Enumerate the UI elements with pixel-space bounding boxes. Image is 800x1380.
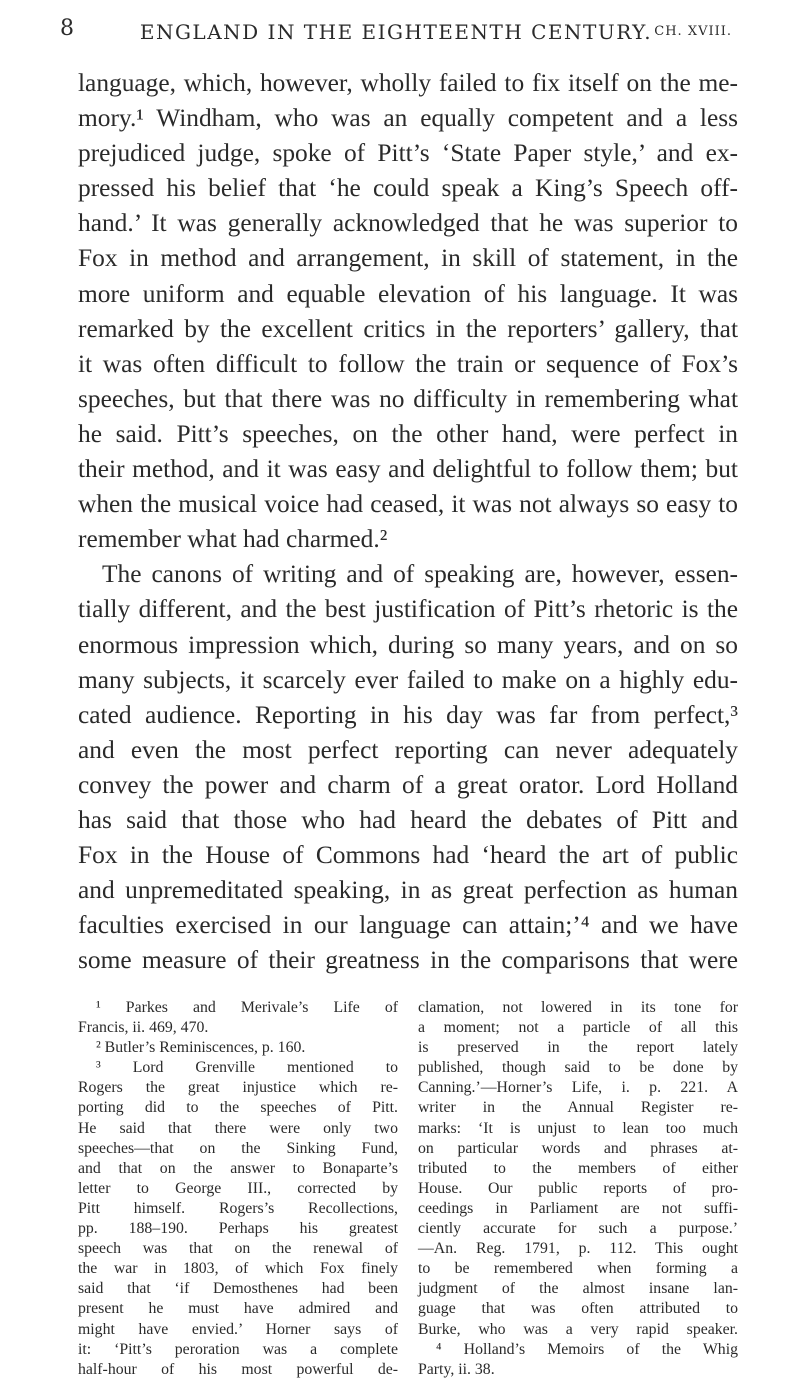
page-header: [60, 14, 732, 50]
footnote-line: clamation, not lowered in its tone for: [418, 999, 738, 1016]
text-line: mory.¹ Windham, who was an equally competent and a less: [78, 104, 738, 133]
footnote-line: pp. 188–190. Perhaps his greatest: [78, 1220, 398, 1238]
footnote-line: marks: ‘It is unjust to lean too much: [418, 1119, 738, 1137]
footnote-line: Pitt himself. Rogers’s Recollections,: [78, 1199, 398, 1217]
text-line: hand.’ It was generally acknowledged that he was superior to: [78, 209, 738, 238]
footnotes: [78, 998, 738, 1380]
text-line: remember what had charmed.²: [78, 525, 388, 554]
footnote-line: —An. Reg. 1791, p. 112. This ought: [418, 1240, 738, 1258]
text-line: Fox in the House of Commons had ‘heard the art of public: [78, 841, 738, 870]
text-line: language, which, however, wholly failed to fix itself on the me-: [78, 69, 738, 97]
text-line: some measure of their greatness in the comparisons that were: [78, 946, 738, 975]
text-line: prejudiced judge, spoke of Pitt’s ‘State Paper style,’ and ex-: [78, 139, 738, 168]
main-text: [78, 66, 738, 978]
text-line: enormous impression which, during so many years, and on so: [78, 630, 738, 659]
footnote-line: ceedings in Parliament are not suffi-: [418, 1199, 738, 1217]
footnote-line: the war in 1803, of which Fox finely: [78, 1260, 398, 1278]
footnote-line: tributed to the members of either: [418, 1159, 738, 1177]
text-line: convey the power and charm of a great orator. Lord Holland: [78, 770, 738, 799]
text-line: more uniform and equable elevation of his language. It was: [78, 279, 738, 308]
footnote-line: to be remembered when forming a: [418, 1260, 738, 1278]
text-line: many subjects, it scarcely ever failed to make on a highly edu-: [78, 665, 738, 694]
text-line: when the musical voice had ceased, it was not always so easy to: [78, 490, 738, 519]
text-line: it was often difficult to follow the train or sequence of Fox’s: [78, 349, 738, 378]
footnote-line: Canning.’—Horner’s Life, i. p. 221. A: [418, 1079, 738, 1097]
text-line: faculties exercised in our language can attain;’⁴ and we have: [78, 911, 738, 940]
text-line: tially different, and the best justification of Pitt’s rhetoric is the: [78, 595, 738, 624]
footnote-line: ciently accurate for such a purpose.’: [418, 1220, 738, 1238]
footnote-line: might have envied.’ Horner says of: [78, 1320, 398, 1338]
running-title: ENGLAND IN THE EIGHTEENTH CENTURY.: [139, 20, 653, 44]
footnote-line: porting did to the speeches of Pitt.: [78, 1099, 398, 1117]
footnotes-right-column: [418, 998, 738, 1380]
footnote-line: ¹ Parkes and Merivale’s Life of: [96, 999, 398, 1016]
footnote-line: a moment; not a particle of all this: [418, 1019, 738, 1037]
footnote-line: Burke, who was a very rapid speaker.: [418, 1320, 738, 1338]
text-line: speeches, but that there was no difficulty in remembering what: [78, 384, 738, 413]
text-line: has said that those who had heard the debates of Pitt and: [78, 805, 738, 834]
footnote-line: half-hour of his most powerful de-: [78, 1360, 398, 1378]
footnote-line: Francis, ii. 469, 470.: [78, 1019, 209, 1037]
footnote-line: ² Butler’s Reminiscences, p. 160.: [96, 1039, 306, 1057]
text-line: remarked by the excellent critics in the reporters’ gallery, that: [78, 314, 738, 343]
footnote-line: House. Our public reports of pro-: [418, 1179, 738, 1197]
text-line: he said. Pitt’s speeches, on the other hand, were perfect in: [78, 419, 738, 448]
footnote-line: ⁴ Holland’s Memoirs of the Whig: [436, 1340, 738, 1358]
text-line: and unpremeditated speaking, in as great perfection as human: [78, 876, 738, 905]
text-line: cated audience. Reporting in his day was far from perfect,³: [78, 700, 738, 729]
chapter-label: CH. XVIII.: [654, 24, 732, 39]
footnote-line: and that on the answer to Bonaparte’s: [78, 1159, 398, 1177]
footnote-line: He said that there were only two: [78, 1119, 398, 1137]
footnote-line: speeches—that on the Sinking Fund,: [78, 1139, 398, 1157]
footnote-line: judgment of the almost insane lan-: [418, 1280, 738, 1298]
footnote-line: Party, ii. 38.: [418, 1360, 495, 1378]
footnote-line: published, though said to be done by: [418, 1059, 738, 1077]
text-line: Fox in method and arrangement, in skill of statement, in the: [78, 244, 738, 273]
text-line: The canons of writing and of speaking are, however, essen-: [102, 560, 738, 589]
footnote-line: letter to George III., corrected by: [78, 1179, 398, 1197]
footnotes-left-column: [78, 998, 398, 1380]
footnote-line: it: ‘Pitt’s peroration was a complete: [78, 1340, 398, 1358]
footnote-line: guage that was often attributed to: [418, 1300, 738, 1318]
footnote-line: said that ‘if Demosthenes had been: [78, 1280, 398, 1298]
footnote-line: Rogers the great injustice which re-: [78, 1079, 398, 1097]
footnote-line: is preserved in the report lately: [418, 1039, 738, 1057]
footnote-line: on particular words and phrases at-: [418, 1139, 738, 1157]
text-line: their method, and it was easy and delightful to follow them; but: [78, 455, 738, 484]
text-line: pressed his belief that ‘he could speak a King’s Speech off-: [78, 174, 738, 203]
page-number: 8: [60, 16, 74, 41]
text-line: and even the most perfect reporting can never adequately: [78, 735, 738, 764]
footnote-line: present he must have admired and: [78, 1300, 398, 1318]
footnote-line: ³ Lord Grenville mentioned to: [96, 1059, 398, 1077]
footnote-line: speech was that on the renewal of: [78, 1240, 398, 1258]
footnote-line: writer in the Annual Register re-: [418, 1099, 738, 1117]
